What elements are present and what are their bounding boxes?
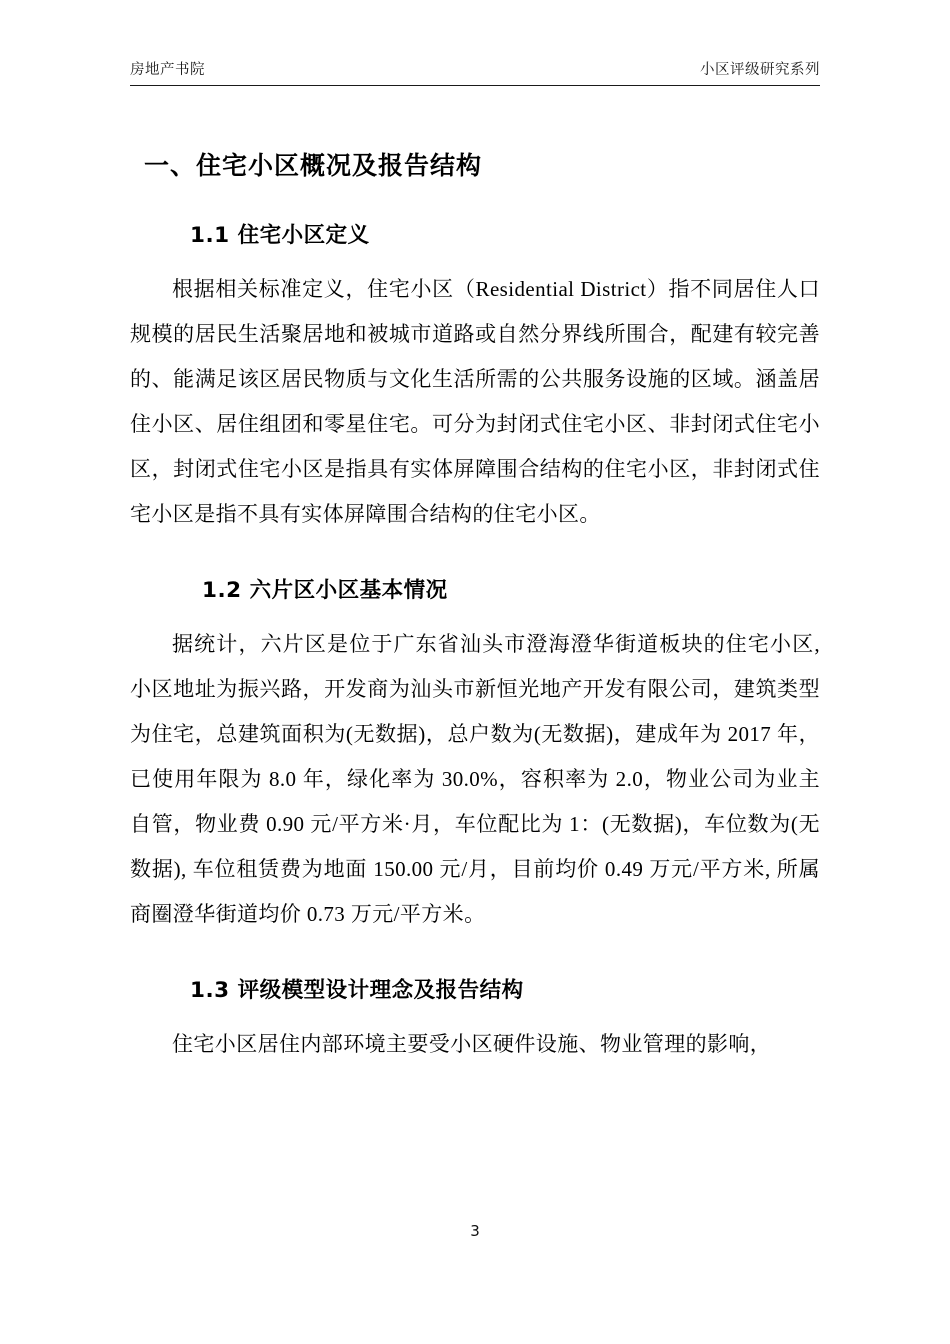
section-body-1-3: 住宅小区居住内部环境主要受小区硬件设施、物业管理的影响， [172,1032,772,1056]
section-body-1-2: 据统计，六片区是位于广东省汕头市澄海澄华街道板块的住宅小区, 小区地址为振兴路，开发商为汕头市新恒光地产开发有限公司，建筑类型为住宅，总建筑面积为(无数据)，总户数为(无数据)，建成年为 2017 年，已使用年限为 8.0 年，绿化率为 30.0%，容积率为 2.0，物业公司为业主自管，物业费 0.90 元/平方米·月，车位配比为 1：(无数据)，车位数为(无数据), 车位租赁费为地面 150.00 元/月，目前均价 0.49 万元/平方米, 所属商圈澄华街道均价 0.73 万元/平方米。 [130,632,820,926]
header-right-text: 小区评级研究系列 [700,62,820,78]
section-heading-1-3: 1.3 评级模型设计理念及报告结构 [190,978,524,1003]
section-body-1-1: 根据相关标准定义，住宅小区（Residential District）指不同居住人口规模的居民生活聚居地和被城市道路或自然分界线所围合，配建有较完善的、能满足该区居民物质与文化生活所需的公共服务设施的区域。涵盖居住小区、居住组团和零星住宅。可分为封闭式住宅小区、非封闭式住宅小区，封闭式住宅小区是指具有实体屏障围合结构的住宅小区，非封闭式住宅小区是指不具有实体屏障围合结构的住宅小区。 [130,277,820,526]
header-left-text: 房地产书院 [130,62,205,78]
chapter-heading: 一、住宅小区概况及报告结构 [144,151,483,180]
section-heading-1-1: 1.1 住宅小区定义 [190,223,370,248]
page-number: 3 [470,1222,480,1240]
page-content [130,58,820,1067]
page-header [130,58,820,86]
section-heading-1-2: 1.2 六片区小区基本情况 [202,578,448,603]
